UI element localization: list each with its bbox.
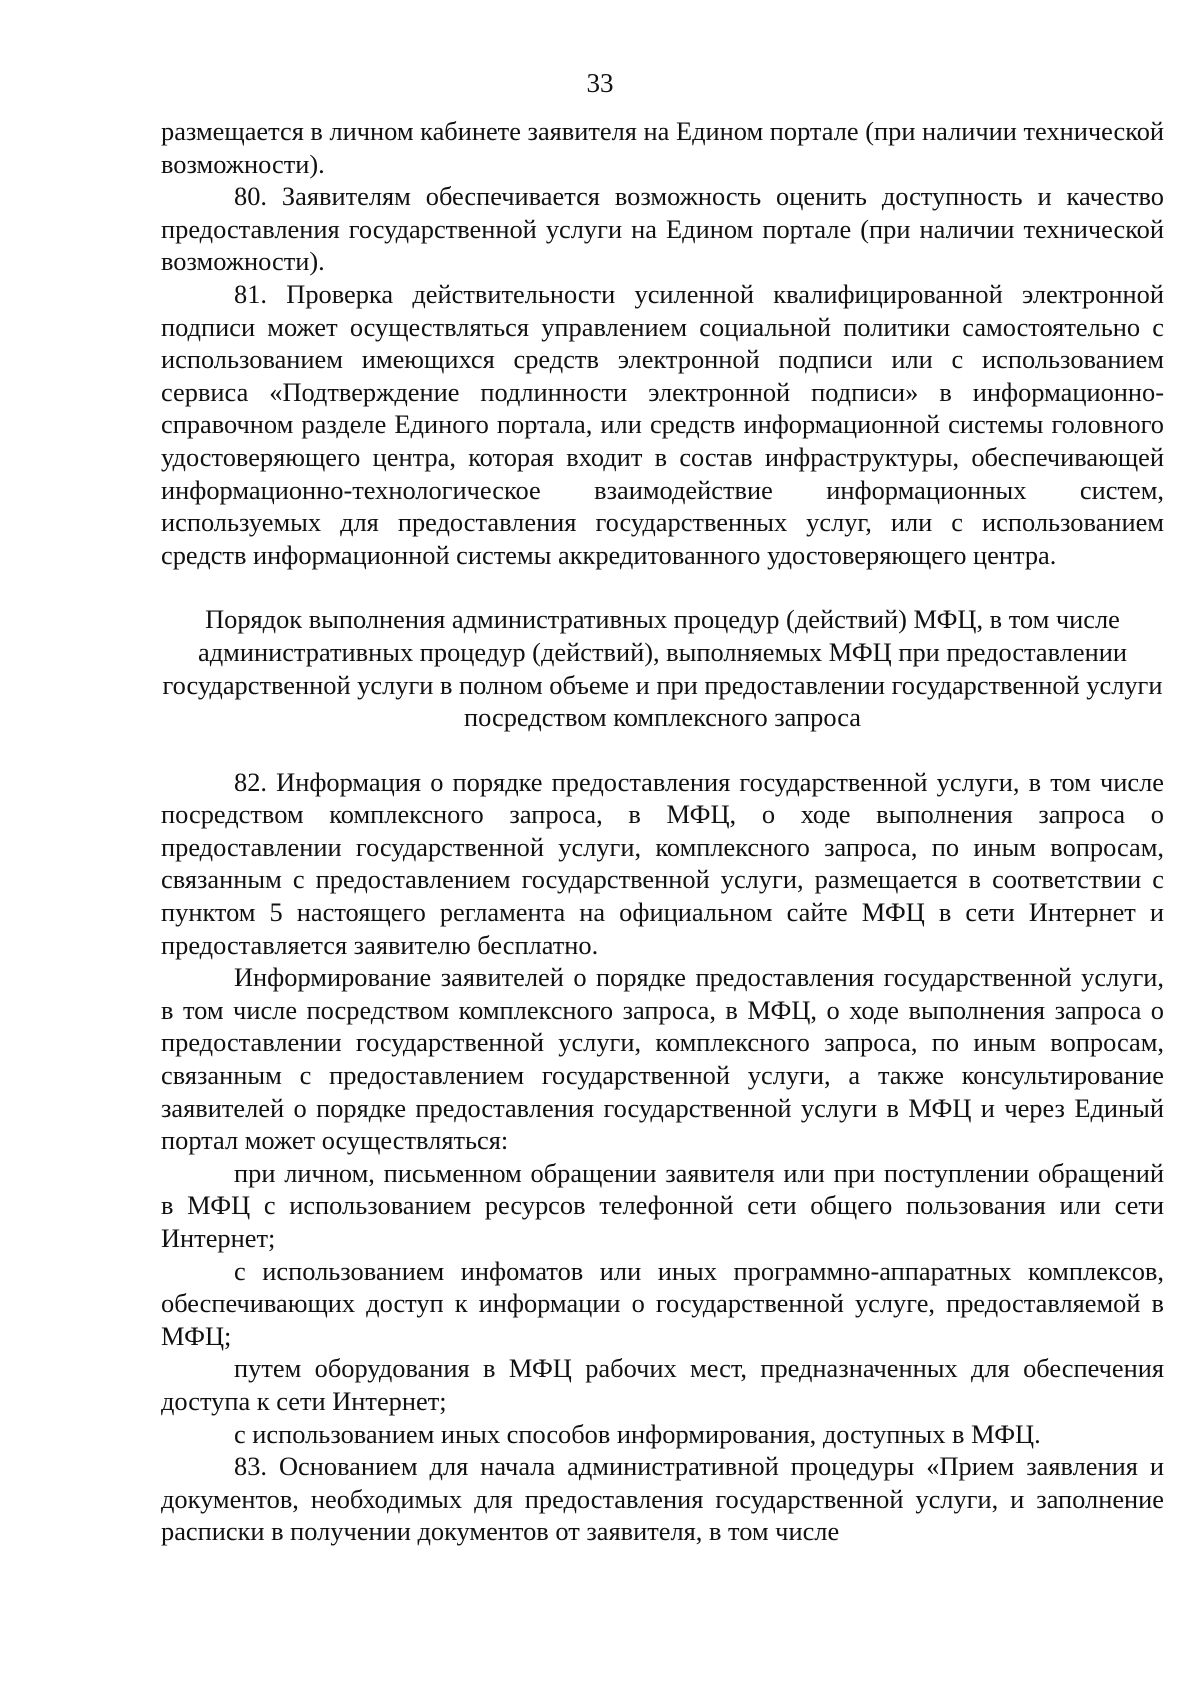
spacer bbox=[161, 734, 1164, 766]
list-item-workstations: путем оборудования в МФЦ рабочих мест, предназначенных для обеспечения доступа к сети Интернет; bbox=[161, 1353, 1164, 1416]
document-body bbox=[161, 115, 1164, 1548]
spacer bbox=[161, 571, 1164, 603]
list-item-personal-appeal: при личном, письменном обращении заявителя или при поступлении обращений в МФЦ с использованием ресурсов телефонной сети общего пользования или сети Интернет; bbox=[161, 1157, 1164, 1253]
paragraph-80: 80. Заявителям обеспечивается возможность оценить доступность и качество предоставления государственной услуги на Едином портале (при наличии технической возможности). bbox=[161, 181, 1164, 277]
paragraph-83: 83. Основанием для начала административной процедуры «Прием заявления и документов, необходимых для предоставления государственной услуги, и заполнение расписки в получении документов от заявителя, в том числе bbox=[161, 1451, 1164, 1547]
paragraph-continuation: размещается в личном кабинете заявителя на Едином портале (при наличии технической возможности). bbox=[161, 116, 1165, 179]
page-number: 33 bbox=[586, 68, 614, 98]
paragraph-informing: Информирование заявителей о порядке предоставления государственной услуги, в том числе посредством комплексного запроса, в МФЦ, о ходе выполнения запроса о предоставлении государственной услуги, комплексного запроса, по иным вопросам, связанным с предоставлением государственной услуги, а также консультирование заявителей о порядке предоставления государственной услуги в МФЦ и через Единый портал может осуществляться: bbox=[161, 962, 1164, 1156]
list-item-other-methods: с использованием иных способов информирования, доступных в МФЦ. bbox=[234, 1418, 1041, 1449]
section-heading: Порядок выполнения административных процедур (действий) МФЦ, в том числе административных процедур (действий), выполняемых МФЦ при предоставлении государственной услуги в полном объеме и при предоставлении государственной услуги посредством комплексного запроса bbox=[162, 604, 1163, 733]
list-item-infomats: с использованием инфоматов или иных программно-аппаратных комплексов, обеспечивающих доступ к информации о государственной услуге, предоставляемой в МФЦ; bbox=[161, 1255, 1164, 1351]
paragraph-81: 81. Проверка действительности усиленной квалифицированной электронной подписи может осуществляться управлением социальной политики самостоятельно с использованием имеющихся средств электронной подписи или с использованием сервиса «Подтверждение подлинности электронной подписи» в информационно-справочном разделе Единого портала, или средств информационной системы головного удостоверяющего центра, которая входит в состав инфраструктуры, обеспечивающей информационно-технологическое взаимодействие информационных систем, используемых для предоставления государственных услуг, или с использованием средств информационной системы аккредитованного удостоверяющего центра. bbox=[161, 278, 1164, 570]
paragraph-82: 82. Информация о порядке предоставления государственной услуги, в том числе посредством комплексного запроса, в МФЦ, о ходе выполнения запроса о предоставлении государственной услуги, комплексного запроса, по иным вопросам, связанным с предоставлением государственной услуги, размещается в соответствии с пунктом 5 настоящего регламента на официальном сайте МФЦ в сети Интернет и предоставляется заявителю бесплатно. bbox=[161, 766, 1164, 960]
